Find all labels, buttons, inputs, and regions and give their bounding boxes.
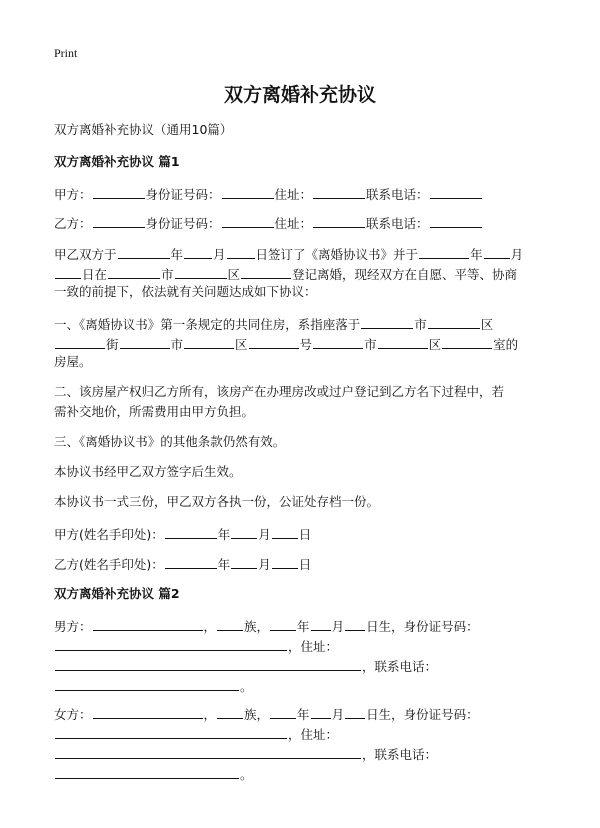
party-a-id-blank <box>222 184 274 199</box>
female-line3 <box>54 744 554 763</box>
sign-date-blank <box>272 554 298 569</box>
female-address-blank <box>55 744 361 759</box>
male-text: 月 <box>331 619 345 634</box>
para1-text: 甲乙双方于 <box>54 247 117 262</box>
male-text: ，联系电话： <box>362 659 438 674</box>
sign-date-blank <box>272 524 298 539</box>
item2-line1: 二、该房屋产权归乙方所有，该房产在办理房改或过户登记到乙方名下过程中，若 <box>54 384 505 399</box>
female-text: 。 <box>240 767 253 782</box>
item3-text: 三、《离婚协议书》的其他条款仍然有效。 <box>54 434 286 449</box>
item1-line2 <box>54 334 554 353</box>
para1-text: 市 <box>161 267 174 282</box>
party-a-phone-blank <box>430 184 482 199</box>
male-address-blank <box>55 656 361 671</box>
male-text: 日生，身份证号码： <box>366 619 479 634</box>
female-text: 年 <box>297 707 310 722</box>
item1-text: 市 <box>170 337 184 352</box>
female-phone-blank <box>55 764 239 779</box>
party-b-label: 乙方： <box>54 216 92 231</box>
male-line3 <box>54 656 554 675</box>
section1-heading: 双方离婚补充协议 篇1 <box>54 154 180 169</box>
address-blank <box>249 334 299 349</box>
copies-text: 本协议书一式三份，甲乙双方各执一份，公证处存档一份。 <box>54 494 380 509</box>
female-label: 女方： <box>54 707 92 722</box>
item1-text: 区 <box>480 317 494 332</box>
item1-text: 市 <box>414 317 427 332</box>
party-b-line <box>54 213 554 232</box>
sign-a-label: 甲方(姓名手印处)： <box>54 527 164 542</box>
party-a-address-label: 住址： <box>274 187 313 202</box>
female-text: 族， <box>244 707 270 722</box>
date-blank <box>419 244 469 259</box>
address-blank <box>442 334 492 349</box>
para1-line1 <box>54 244 554 263</box>
sign-b-line <box>54 554 554 573</box>
address-blank <box>361 314 413 329</box>
para1-text: 日在 <box>82 267 108 282</box>
para1-text: 月 <box>213 247 226 262</box>
male-date-blank <box>345 616 365 631</box>
female-line1 <box>54 704 554 723</box>
sign-b-day: 日 <box>298 557 312 572</box>
address-blank <box>55 334 105 349</box>
female-line2 <box>54 724 554 743</box>
male-date-blank <box>311 616 331 631</box>
date-blank <box>484 244 510 259</box>
para1-text: 月 <box>510 247 524 262</box>
female-date-blank <box>345 704 365 719</box>
party-a-address-blank <box>313 184 365 199</box>
male-text: ， <box>203 619 217 634</box>
sign-a-day: 日 <box>298 527 312 542</box>
address-blank <box>184 334 234 349</box>
sign-a-line <box>54 524 554 543</box>
female-name-blank <box>93 704 203 719</box>
date-blank <box>227 244 255 259</box>
item1-line3: 房屋。 <box>54 354 92 369</box>
para1-text: 登记离婚，现经双方在自愿、平等、协商 <box>292 267 518 282</box>
party-a-id-label: 身份证号码： <box>145 187 221 202</box>
office-blank <box>241 264 291 279</box>
female-date-blank <box>270 704 296 719</box>
district-blank <box>175 264 227 279</box>
document-subtitle: 双方离婚补充协议（通用10篇） <box>54 122 233 137</box>
item1-text: 号 <box>299 337 313 352</box>
para1-text: 区 <box>227 267 241 282</box>
sign-date-blank <box>165 554 217 569</box>
female-text: ，住址： <box>288 727 339 742</box>
address-blank <box>313 334 363 349</box>
sign-a-month: 月 <box>258 527 271 542</box>
sign-date-blank <box>231 554 257 569</box>
item1-line1 <box>54 314 554 333</box>
address-blank <box>428 314 480 329</box>
document-title: 双方离婚补充协议 <box>223 84 376 106</box>
sign-b-month: 月 <box>258 557 271 572</box>
male-id-blank <box>55 636 287 651</box>
male-text: ，住址： <box>288 639 339 654</box>
sign-b-label: 乙方(姓名手印处)： <box>54 557 164 572</box>
print-link[interactable]: Print <box>54 46 78 60</box>
party-a-name-blank <box>93 184 145 199</box>
male-text: 年 <box>297 619 310 634</box>
para1-line2 <box>54 264 554 283</box>
male-name-blank <box>93 616 203 631</box>
date-blank <box>55 264 81 279</box>
date-blank <box>118 244 170 259</box>
female-text: 月 <box>331 707 345 722</box>
party-b-address-blank <box>313 213 365 228</box>
female-text: 日生，身份证号码： <box>366 707 479 722</box>
male-date-blank <box>270 616 296 631</box>
male-line4 <box>54 676 554 695</box>
para1-text: 日签订了《离婚协议书》并于 <box>255 247 419 262</box>
city-blank <box>108 264 160 279</box>
male-text: 族， <box>244 619 270 634</box>
female-ethnic-blank <box>217 704 243 719</box>
address-blank <box>120 334 170 349</box>
party-a-phone-label: 联系电话： <box>366 187 429 202</box>
item1-text: 市 <box>364 337 377 352</box>
item1-text: 街 <box>106 337 119 352</box>
item1-text: 一、《离婚协议书》第一条规定的共同住房，系指座落于 <box>54 317 361 332</box>
party-a-line <box>54 184 554 203</box>
section2-heading: 双方离婚补充协议 篇2 <box>54 586 180 601</box>
date-blank <box>184 244 212 259</box>
female-date-blank <box>311 704 331 719</box>
male-ethnic-blank <box>217 616 243 631</box>
party-b-address-label: 住址： <box>274 216 313 231</box>
party-b-id-label: 身份证号码： <box>145 216 221 231</box>
para1-text: 年 <box>470 247 483 262</box>
para1-text: 年 <box>170 247 184 262</box>
male-line2 <box>54 636 554 655</box>
item1-text: 区 <box>428 337 442 352</box>
female-text: ， <box>203 707 217 722</box>
effective-text: 本协议书经甲乙双方签字后生效。 <box>54 464 242 479</box>
sign-date-blank <box>231 524 257 539</box>
sign-date-blank <box>165 524 217 539</box>
male-text: 。 <box>240 679 253 694</box>
item1-text: 室的 <box>493 337 519 352</box>
item1-text: 区 <box>235 337 248 352</box>
party-b-name-blank <box>93 213 145 228</box>
sign-a-year: 年 <box>217 527 231 542</box>
para1-line3: 一致的前提下，依法就有关问题达成如下协议： <box>54 284 317 299</box>
party-a-label: 甲方： <box>54 187 92 202</box>
sign-b-year: 年 <box>217 557 231 572</box>
male-phone-blank <box>55 676 239 691</box>
female-id-blank <box>55 724 287 739</box>
address-blank <box>378 334 428 349</box>
male-line1 <box>54 616 554 635</box>
female-text: ，联系电话： <box>362 747 438 762</box>
male-label: 男方： <box>54 619 92 634</box>
item2-line2: 需补交地价，所需费用由甲方负担。 <box>54 404 255 419</box>
party-b-phone-label: 联系电话： <box>366 216 429 231</box>
female-line4 <box>54 764 554 783</box>
party-b-id-blank <box>222 213 274 228</box>
party-b-phone-blank <box>430 213 482 228</box>
